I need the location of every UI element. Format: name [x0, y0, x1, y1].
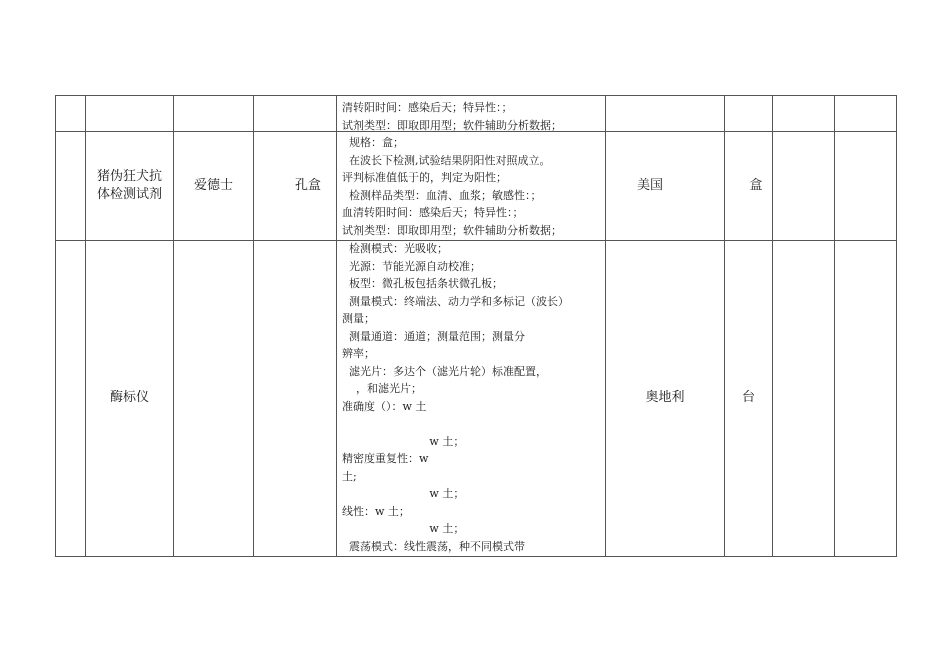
- spec-line: 测量通道：通道；测量范围；测量分: [342, 329, 525, 343]
- spec-line: 在波长下检测,试验结果阴阳性对照成立。: [342, 153, 551, 167]
- col-border-9: [896, 95, 897, 557]
- table-border-top: [55, 95, 897, 96]
- product-name-line: 体检测试剂: [96, 187, 162, 202]
- spec-line: 试剂类型：即取即用型；软件辅助分析数据；: [342, 223, 562, 237]
- col-border-8: [834, 95, 835, 557]
- product-name-line: 猪伪狂犬抗: [96, 169, 162, 184]
- spec-line: 测量模式：终端法、动力学和多标记（波长）: [342, 294, 569, 308]
- spec-line: w 土；: [342, 487, 465, 500]
- spec-line: 精密度重复性：w: [342, 452, 429, 465]
- row2-unit: 盒: [749, 178, 763, 193]
- spec-line: 辨率；: [342, 347, 375, 360]
- col-border-5: [605, 95, 606, 557]
- col-border-1: [85, 95, 86, 557]
- spec-line: ，和滤光片；: [342, 382, 422, 395]
- col-border-0: [55, 95, 56, 557]
- col-border-4: [336, 95, 337, 557]
- row2-brand: 爱德士: [193, 178, 233, 193]
- spec-line: 板型：微孔板包括条状微孔板；: [342, 277, 503, 290]
- row3-spec: [342, 240, 569, 555]
- col-border-2: [173, 95, 174, 557]
- table-border-bottom: [55, 556, 897, 557]
- row3-product-name: 酶标仪: [109, 390, 149, 405]
- spec-line: 规格：盒；: [342, 136, 404, 149]
- spec-line: [342, 415, 569, 433]
- col-border-7: [772, 95, 773, 557]
- spec-line: 试剂类型：即取即用型；软件辅助分析数据；: [342, 118, 562, 132]
- row1-spec: [342, 99, 562, 134]
- spec-line: w 土；: [342, 522, 465, 535]
- spec-line: 评判标准值低于的，判定为阳性；: [342, 171, 507, 184]
- spec-line: 测量；: [342, 312, 375, 325]
- row2-spec: [342, 134, 562, 239]
- spec-line: 线性：w 土；: [342, 504, 410, 518]
- spec-line: 光源：节能光源自动校准；: [342, 259, 481, 273]
- spec-line: 检测模式：光吸收；: [342, 242, 448, 255]
- spec-line: w 土；: [342, 434, 465, 448]
- col-border-6: [724, 95, 725, 557]
- spec-line: 检测样品类型：血清、血浆；敏感性：；: [342, 188, 542, 202]
- row3-origin: 奥地利: [645, 390, 685, 405]
- row2-product-name: [86, 168, 173, 204]
- spec-line: 准确度（）：w 土: [342, 399, 427, 413]
- col-border-3: [253, 95, 254, 557]
- spec-line: 震荡模式：线性震荡，种不同模式带: [342, 539, 525, 553]
- row2-model: 孔盒: [295, 178, 322, 193]
- spec-line: 滤光片：多达个（滤光片轮）标准配置，: [342, 364, 547, 378]
- row3-unit: 台: [741, 390, 755, 405]
- row2-origin: 美国: [636, 178, 663, 193]
- spec-line: 血清转阳时间：感染后天；特异性：；: [342, 206, 524, 219]
- spec-line: 土;: [342, 469, 357, 483]
- spec-line: 清转阳时间：感染后天；特异性：；: [342, 101, 513, 114]
